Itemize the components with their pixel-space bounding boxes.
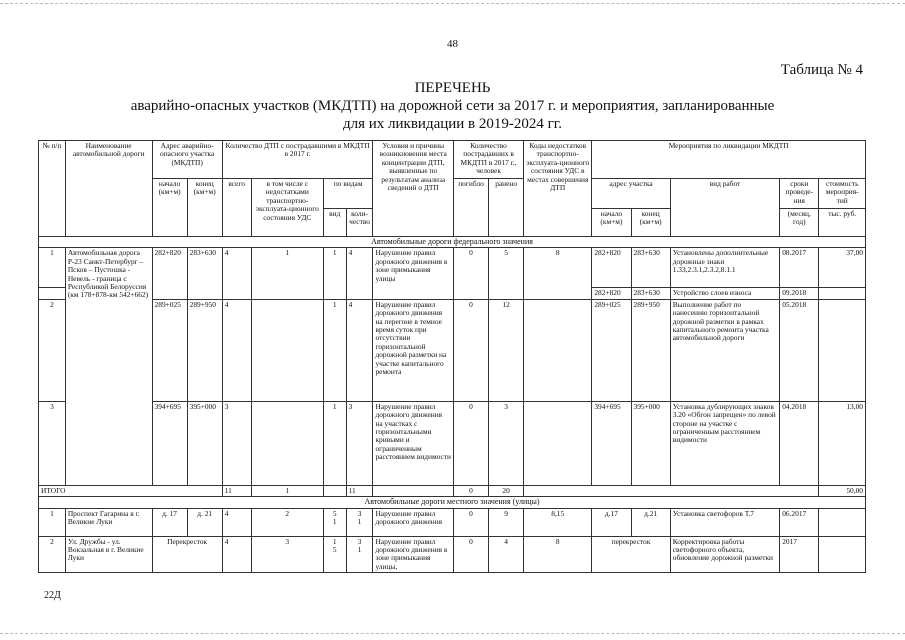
cell — [251, 299, 323, 401]
cell: 0 — [453, 485, 488, 496]
hdr-killed: погибло — [453, 179, 488, 237]
cell: 283+630 — [631, 248, 670, 288]
cell: Перекресток — [152, 536, 222, 573]
cell: Нарушение правил дорожного движения — [373, 508, 454, 536]
cell: 05.2018 — [780, 299, 819, 401]
hdr-address: Адрес аварийно-опасного участка (МКДТП) — [152, 141, 222, 179]
cell: 11 — [346, 485, 373, 496]
cell: Устройство слоев износа — [670, 288, 779, 299]
cell: д.17 — [592, 508, 631, 536]
hdr-section-address: адрес участка — [592, 179, 670, 209]
cell: 1 — [39, 248, 66, 288]
cell: 1 — [39, 508, 66, 536]
cell: 394+695 — [152, 401, 187, 485]
cell: 09.2018 — [780, 288, 819, 299]
cell: д. 21 — [187, 508, 222, 536]
hdr-m-end: конец (км+м) — [631, 209, 670, 237]
cell: 282+820 — [152, 248, 187, 299]
bottom-edge — [0, 633, 905, 634]
cell: 4 — [222, 508, 251, 536]
cell: 2 — [39, 536, 66, 573]
hdr-victims: Количество пострадавших в МКДТП в 2017 г., человек — [453, 141, 523, 179]
cell: 1 — [251, 485, 323, 496]
cell: 2017 — [780, 536, 819, 573]
cell: 8,15 — [524, 508, 592, 536]
cell: 4 — [346, 248, 373, 299]
hdr-measures: Мероприятия по ликвидации МКДТП — [592, 141, 866, 179]
cell — [524, 485, 819, 496]
hdr-cost: стоимость мероприя-тий — [819, 179, 866, 209]
cell: перекресток — [592, 536, 670, 573]
cell — [819, 288, 866, 299]
hdr-end: конец (км+м) — [187, 179, 222, 237]
cell: 4 — [222, 299, 251, 401]
cell: Установка светофоров Т.7 — [670, 508, 779, 536]
cell: 8 — [524, 536, 592, 573]
hdr-num: № п/п — [39, 141, 66, 237]
table-row — [39, 401, 866, 485]
cell: 282+820 — [592, 288, 631, 299]
table-row — [39, 536, 866, 573]
hdr-causes: Условия и причины возникновения места концентрации ДТП, выявленные по результатам анализа сведений о ДТП — [373, 141, 454, 237]
cell: 394+695 — [592, 401, 631, 485]
hdr-dtp-count: Количество ДТП с пострадавшими в МКДТП в 2017 г. — [222, 141, 373, 179]
cell — [819, 299, 866, 401]
cell: 1 — [323, 299, 346, 401]
cell: 3 — [489, 401, 524, 485]
cell: 4 — [222, 248, 251, 299]
cell: 3 1 — [346, 508, 373, 536]
cell: 4 — [489, 536, 524, 573]
hdr-m-start: начало (км+м) — [592, 209, 631, 237]
title-line-1: ПЕРЕЧЕНЬ — [414, 80, 491, 96]
table-row — [39, 248, 866, 288]
cell: Нарушение правил дорожного движения в зоне примыкания улицы — [373, 248, 454, 299]
cell — [323, 485, 346, 496]
cell — [39, 288, 66, 299]
cell — [819, 508, 866, 536]
cell: 3 — [39, 401, 66, 485]
cell: 3 — [251, 536, 323, 573]
cell: 13,00 — [819, 401, 866, 485]
cell — [524, 401, 592, 485]
cell: 289+025 — [152, 299, 187, 401]
cell: 50,00 — [819, 485, 866, 496]
cell: 1 — [251, 248, 323, 299]
table-label: Таблица № 4 — [780, 62, 863, 78]
table-row — [39, 299, 866, 401]
cell: Установлены дополнительные дорожные знаки 1.33,2.3.1,2.3.2,8.1.1 — [670, 248, 779, 288]
table-row — [39, 508, 866, 536]
hdr-with-defects: в том числе с недостатками транспортно-эксплуата-ционного состояния УДС — [251, 179, 323, 237]
cell: 289+950 — [187, 299, 222, 401]
hdr-start: начало (км+м) — [152, 179, 187, 237]
cell: Выполнение работ по нанесению горизонтальной дорожной разметки в рамках капитального ремонта участка автомобильной дороги — [670, 299, 779, 401]
cell: д.21 — [631, 508, 670, 536]
cell: 0 — [453, 248, 488, 299]
cell: 8 — [524, 248, 592, 299]
cell: 283+630 — [631, 288, 670, 299]
cell: 4 — [346, 299, 373, 401]
cell: 0 — [453, 401, 488, 485]
cell: 289+025 — [592, 299, 631, 401]
cell: 11 — [222, 485, 251, 496]
title-line-2: аварийно-опасных участков (МКДТП) на дорожной сети за 2017 г. и мероприятия, запланированные — [130, 98, 775, 114]
cell: 12 — [489, 299, 524, 401]
top-edge — [0, 3, 905, 4]
hdr-quantity: коли-чество — [346, 209, 373, 237]
hdr-codes: Коды недостатков транспортно-эксплуата-ционного состояния УДС в местах совершения ДТП — [524, 141, 592, 237]
cell: 0 — [453, 536, 488, 573]
cell: 04.2018 — [780, 401, 819, 485]
cell — [819, 536, 866, 573]
cell: 1 5 — [323, 536, 346, 573]
section-federal: Автомобильные дороги федерального значения — [39, 237, 866, 248]
cell: 9 — [489, 508, 524, 536]
cell: д. 17 — [152, 508, 187, 536]
cell: Нарушение правил дорожного движения на участках с горизонтальными кривыми и ограниченным расстоянием видимости — [373, 401, 454, 485]
cell — [524, 299, 592, 401]
total-row — [39, 485, 866, 496]
hdr-month-year: (месяц, год) — [780, 209, 819, 237]
cell: 2 — [39, 299, 66, 401]
cell: 282+820 — [592, 248, 631, 288]
cell: 2 — [251, 508, 323, 536]
cell: Корректировка работы светофорного объекта, обновление дорожной разметки — [670, 536, 779, 573]
cell: 5 1 — [323, 508, 346, 536]
cell: 283+630 — [187, 248, 222, 299]
cell — [373, 485, 454, 496]
cell: Нарушение правил дорожного движения в зоне примыкания улицы, — [373, 536, 454, 573]
cell: 4 — [222, 536, 251, 573]
cell: 0 — [453, 299, 488, 401]
cell — [251, 401, 323, 485]
mkdtp-table — [38, 140, 866, 573]
cell: 1 — [323, 248, 346, 299]
hdr-work-type: вид работ — [670, 179, 779, 237]
cell: 3 1 — [346, 536, 373, 573]
hdr-total: всего — [222, 179, 251, 237]
cell: 3 — [346, 401, 373, 485]
cell: Проспект Гагарина в г. Великие Луки — [65, 508, 152, 536]
cell: 0 — [453, 508, 488, 536]
hdr-period: сроки проведе-ния — [780, 179, 819, 209]
cell: 289+950 — [631, 299, 670, 401]
road-name: Автомобильная дорога Р-23 Санкт-Петербург – Псков – Пустошка - Невель - граница с Республикой Белоруссия (км 178+878-км 542+662) — [65, 248, 152, 485]
cell: 06.2017 — [780, 508, 819, 536]
cell: 395+000 — [187, 401, 222, 485]
hdr-by-type: по видам — [323, 179, 373, 209]
cell: Нарушение правил дорожного движения на перегоне в темное время суток при отсутствии горизонтальной дорожной разметки на участке капитального ремонта — [373, 299, 454, 401]
cell: 20 — [489, 485, 524, 496]
cell: 5 — [489, 248, 524, 299]
cell: 3 — [222, 401, 251, 485]
hdr-type: вид — [323, 209, 346, 237]
footer-code: 22Д — [44, 590, 61, 601]
section-local: Автомобильные дороги местного значения (улицы) — [39, 497, 866, 508]
cell: 395+000 — [631, 401, 670, 485]
title-line-3: для их ликвидации в 2019-2024 гг. — [342, 116, 563, 132]
cell: Установка дублирующих знаков 3.20 «Обгон запрещен» по левой стороне на участке с ограниченным расстоянием видимости — [670, 401, 779, 485]
hdr-thousand-rub: тыс. руб. — [819, 209, 866, 237]
page-number: 48 — [447, 38, 458, 50]
hdr-injured: ранено — [489, 179, 524, 237]
hdr-road: Наименование автомобильной дороги — [65, 141, 152, 237]
cell: Ул. Дружбы - ул. Вокзальная в г. Великие Луки — [65, 536, 152, 573]
total-label: ИТОГО — [39, 485, 223, 496]
cell: 37,00 — [819, 248, 866, 288]
cell: 08.2017 — [780, 248, 819, 288]
cell: 1 — [323, 401, 346, 485]
